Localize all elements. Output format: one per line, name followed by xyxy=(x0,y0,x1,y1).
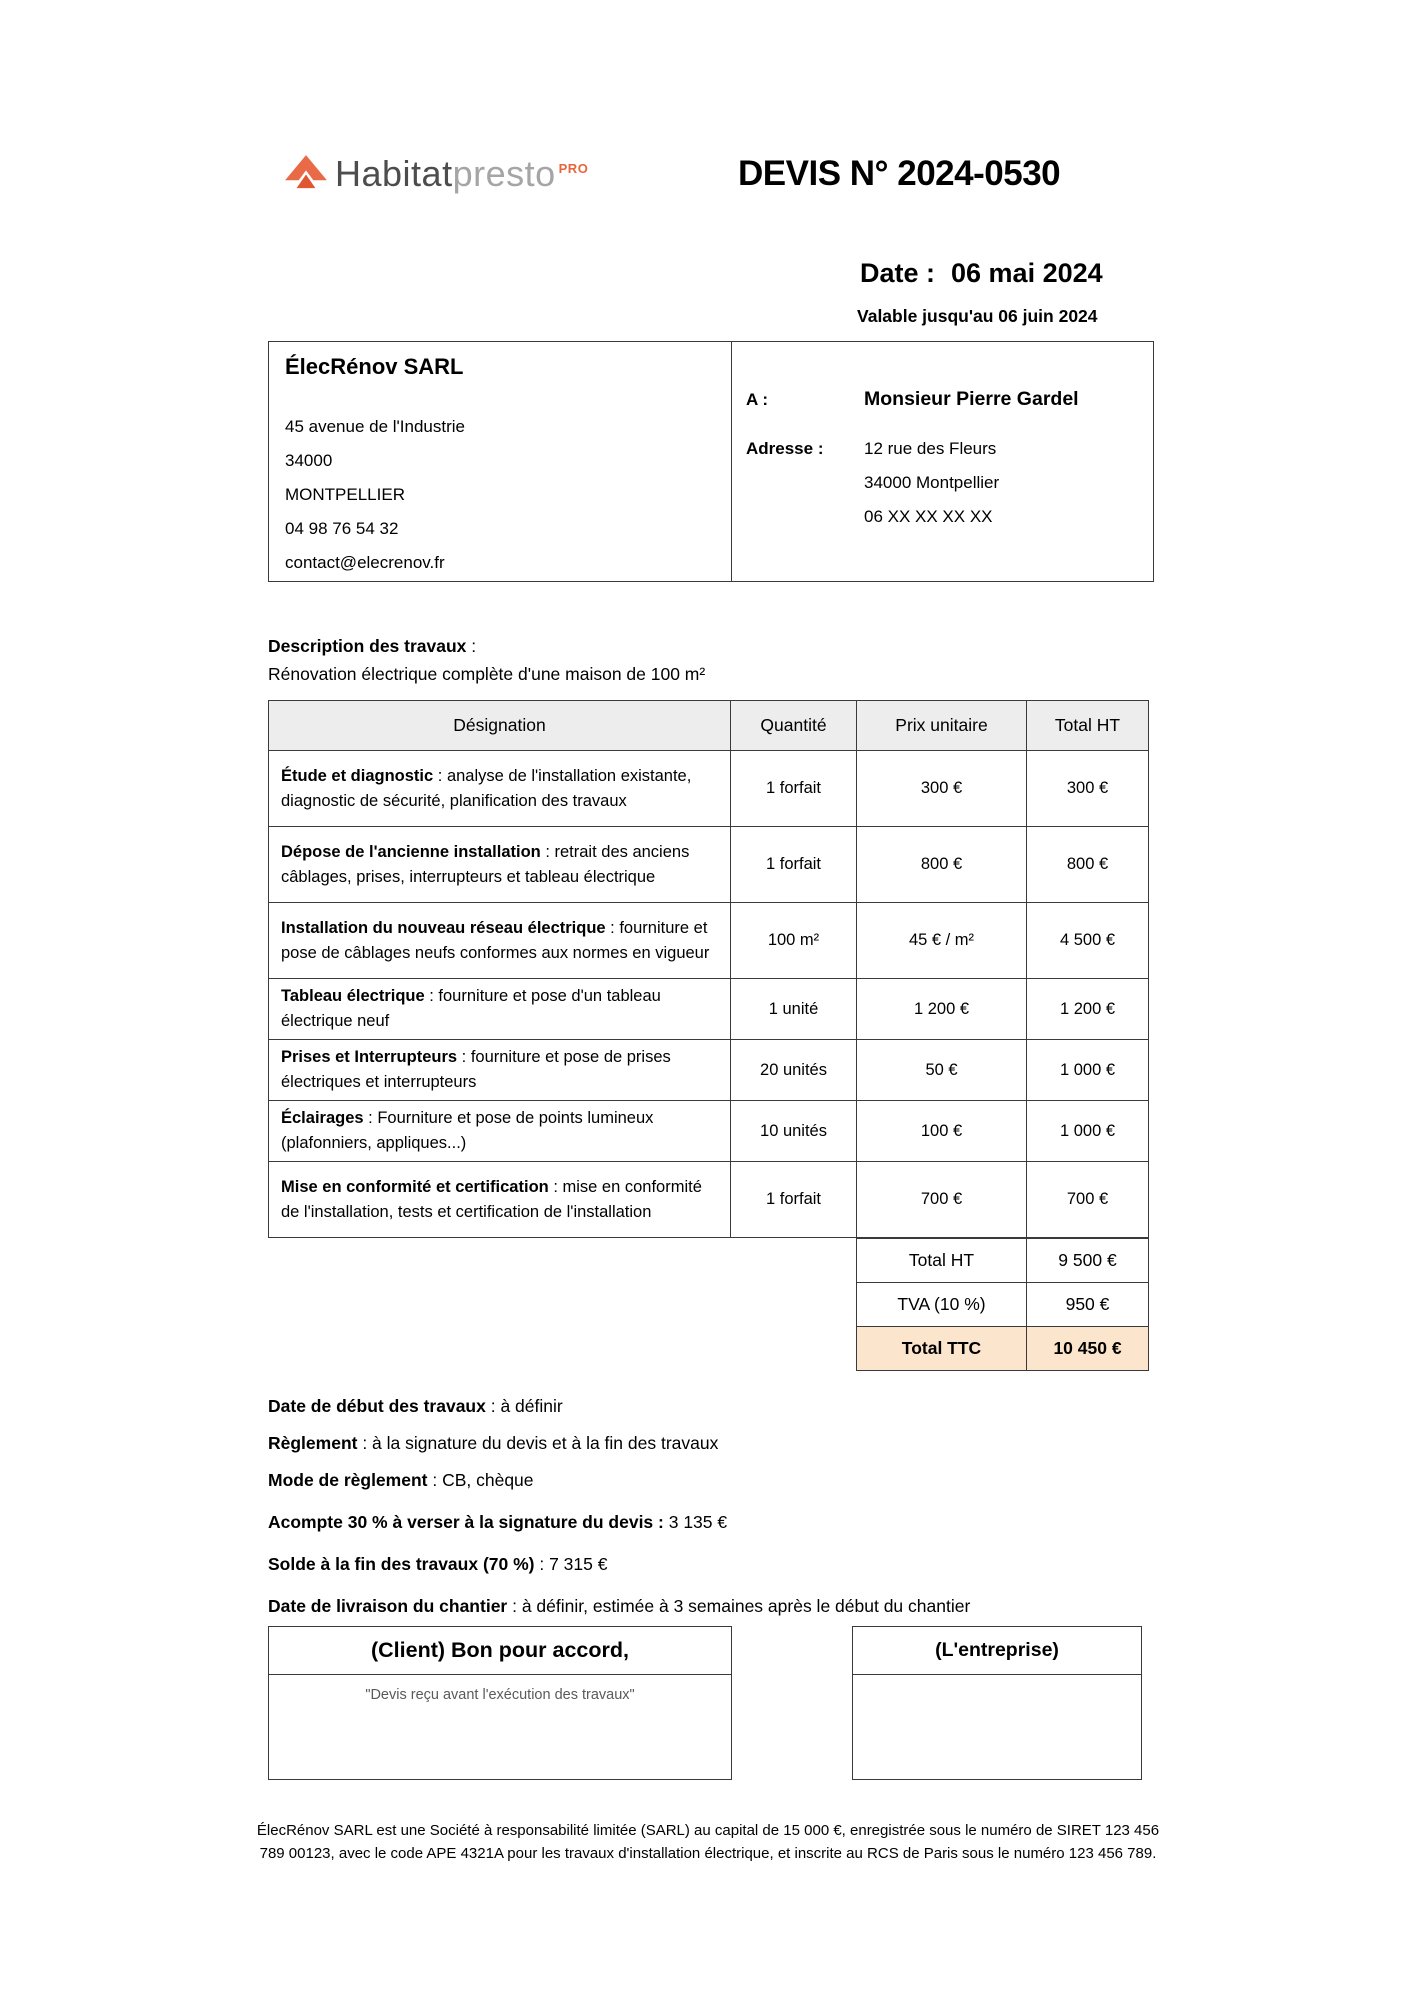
term-label: Solde à la fin des travaux (70 %) xyxy=(268,1554,535,1574)
document-title: DEVIS N° 2024-0530 xyxy=(738,154,1061,193)
col-header-designation: Désignation xyxy=(269,701,731,751)
item-title: Prises et Interrupteurs xyxy=(281,1048,458,1066)
item-total: 300 € xyxy=(1027,751,1149,827)
legal-footer: ÉlecRénov SARL est une Société à responsabilité limitée (SARL) au capital de 15 000 €, enregistrée sous le numéro de SIRET 123 456 789 00123, avec le code APE 4321A pour les travaux d'installation électrique, et inscrite au RCS de Paris sous le numéro 123 456 789. xyxy=(256,1822,1160,1862)
logo-wordmark xyxy=(335,153,588,195)
item-title: Installation du nouveau réseau électrique xyxy=(281,918,606,937)
item-designation xyxy=(269,903,731,979)
client-signature-box xyxy=(268,1626,732,1780)
company-phone: 04 98 76 54 32 xyxy=(285,519,399,538)
term-deposit xyxy=(268,1512,1154,1533)
item-total: 1 000 € xyxy=(1027,1040,1149,1101)
item-detail: : mise en conformité de l'installation, tests et certification de l'installation xyxy=(281,1177,702,1221)
term-value: : à la signature du devis et à la fin des travaux xyxy=(357,1433,719,1453)
term-value: 3 135 € xyxy=(663,1512,728,1532)
item-unit-price: 45 € / m² xyxy=(857,903,1027,979)
parties-section xyxy=(268,341,1154,582)
date-value: 06 mai 2024 xyxy=(951,258,1103,288)
item-title: Tableau électrique xyxy=(281,987,425,1005)
item-quantity: 1 forfait xyxy=(731,1162,857,1238)
tva-value: 950 € xyxy=(1027,1283,1149,1327)
terms-section xyxy=(268,1396,1154,1633)
date-line xyxy=(860,258,1103,289)
item-unit-price: 100 € xyxy=(857,1101,1027,1162)
items-table xyxy=(268,700,1149,1238)
item-detail: : fourniture et pose de câblages neufs conformes aux normes en vigueur xyxy=(281,918,710,962)
item-total: 1 000 € xyxy=(1027,1101,1149,1162)
col-header-unit-price: Prix unitaire xyxy=(857,701,1027,751)
client-address-line: 12 rue des Fleurs xyxy=(864,439,997,458)
logo-arrow-icon xyxy=(283,152,329,196)
client-address-line: 34000 Montpellier xyxy=(864,473,1000,492)
col-header-total-ht: Total HT xyxy=(1027,701,1149,751)
item-detail: : fourniture et pose d'un tableau électrique neuf xyxy=(281,987,661,1030)
client-to-label: A : xyxy=(746,390,769,409)
works-description-heading xyxy=(268,632,705,660)
item-designation xyxy=(269,1162,731,1238)
item-quantity: 1 forfait xyxy=(731,827,857,903)
term-value: : à définir xyxy=(485,1396,563,1416)
table-row xyxy=(269,903,1149,979)
item-title: Dépose de l'ancienne installation xyxy=(281,842,541,861)
total-ttc-row xyxy=(857,1327,1149,1371)
works-description-colon: : xyxy=(466,636,477,656)
item-total: 1 200 € xyxy=(1027,979,1149,1040)
item-designation xyxy=(269,979,731,1040)
item-unit-price: 1 200 € xyxy=(857,979,1027,1040)
item-unit-price: 700 € xyxy=(857,1162,1027,1238)
habitatpresto-logo xyxy=(283,152,588,196)
client-name: Monsieur Pierre Gardel xyxy=(864,388,1079,410)
client-signature-title: (Client) Bon pour accord, xyxy=(269,1627,731,1675)
table-row xyxy=(269,1101,1149,1162)
company-address-line: 34000 xyxy=(285,451,333,470)
term-balance xyxy=(268,1554,1154,1575)
validity-text: Valable jusqu'au 06 juin 2024 xyxy=(857,306,1098,326)
item-total: 800 € xyxy=(1027,827,1149,903)
term-label: Mode de règlement xyxy=(268,1470,428,1490)
company-email: contact@elecrenov.fr xyxy=(285,553,445,572)
company-box xyxy=(269,342,732,581)
total-ht-value: 9 500 € xyxy=(1027,1239,1149,1283)
items-section xyxy=(268,700,1148,1371)
company-name: ÉlecRénov SARL xyxy=(285,354,464,379)
company-address xyxy=(285,410,715,580)
term-value: : CB, chèque xyxy=(427,1470,534,1490)
term-label: Règlement xyxy=(268,1433,358,1453)
term-value: : 7 315 € xyxy=(534,1554,608,1574)
item-detail: : analyse de l'installation existante, diagnostic de sécurité, planification des travaux xyxy=(281,766,692,810)
item-designation xyxy=(269,751,731,827)
table-row xyxy=(269,1040,1149,1101)
item-detail: : Fourniture et pose de points lumineux (plafonniers, appliques...) xyxy=(281,1109,654,1152)
item-total: 700 € xyxy=(1027,1162,1149,1238)
company-signature-title: (L'entreprise) xyxy=(853,1627,1141,1675)
item-title: Étude et diagnostic xyxy=(281,766,434,785)
client-phone: 06 XX XX XX XX xyxy=(864,507,993,526)
client-signature-note: "Devis reçu avant l'exécution des travaux" xyxy=(365,1687,635,1703)
logo-habitat-text: Habitat xyxy=(335,153,453,194)
item-quantity: 100 m² xyxy=(731,903,857,979)
table-row xyxy=(269,1162,1149,1238)
works-description-text: Rénovation électrique complète d'une maison de 100 m² xyxy=(268,664,706,684)
term-label: Date de début des travaux xyxy=(268,1396,486,1416)
item-quantity: 10 unités xyxy=(731,1101,857,1162)
client-to-row xyxy=(746,390,1139,413)
item-designation xyxy=(269,827,731,903)
table-row xyxy=(269,751,1149,827)
item-title: Éclairages xyxy=(281,1109,364,1127)
total-ttc-label: Total TTC xyxy=(857,1327,1027,1371)
col-header-quantity: Quantité xyxy=(731,701,857,751)
total-ht-row xyxy=(857,1239,1149,1283)
item-detail: : retrait des anciens câblages, prises, interrupteurs et tableau électrique xyxy=(281,842,690,886)
company-address-line: 45 avenue de l'Industrie xyxy=(285,417,465,436)
table-row xyxy=(269,979,1149,1040)
term-payment xyxy=(268,1433,1154,1454)
item-total: 4 500 € xyxy=(1027,903,1149,979)
item-detail: : fourniture et pose de prises électriques et interrupteurs xyxy=(281,1048,671,1091)
date-label: Date : xyxy=(860,258,936,288)
term-label: Acompte 30 % à verser à la signature du devis : xyxy=(268,1512,664,1532)
logo-pro-badge: PRO xyxy=(558,161,589,176)
term-start-date xyxy=(268,1396,1154,1417)
items-header-row xyxy=(269,701,1149,751)
total-ttc-value: 10 450 € xyxy=(1027,1327,1149,1371)
term-value: : à définir, estimée à 3 semaines après le début du chantier xyxy=(507,1596,971,1616)
company-signature-box xyxy=(852,1626,1142,1780)
total-ht-label: Total HT xyxy=(857,1239,1027,1283)
logo-presto-text: presto xyxy=(452,153,556,194)
item-quantity: 1 unité xyxy=(731,979,857,1040)
item-unit-price: 300 € xyxy=(857,751,1027,827)
client-address-row xyxy=(746,439,1139,541)
works-description-label: Description des travaux xyxy=(268,636,467,656)
term-label: Date de livraison du chantier xyxy=(268,1596,508,1616)
item-quantity: 1 forfait xyxy=(731,751,857,827)
item-quantity: 20 unités xyxy=(731,1040,857,1101)
item-unit-price: 800 € xyxy=(857,827,1027,903)
item-unit-price: 50 € xyxy=(857,1040,1027,1101)
client-address xyxy=(864,432,999,534)
tva-row xyxy=(857,1283,1149,1327)
item-designation xyxy=(269,1040,731,1101)
works-description xyxy=(268,632,705,688)
client-address-label: Adresse : xyxy=(746,439,824,458)
term-payment-method xyxy=(268,1470,1154,1491)
item-title: Mise en conformité et certification xyxy=(281,1177,549,1196)
tva-label: TVA (10 %) xyxy=(857,1283,1027,1327)
table-row xyxy=(269,827,1149,903)
item-designation xyxy=(269,1101,731,1162)
term-delivery-date xyxy=(268,1596,1154,1617)
client-box xyxy=(732,342,1153,581)
totals-table xyxy=(856,1238,1149,1371)
company-address-line: MONTPELLIER xyxy=(285,485,405,504)
